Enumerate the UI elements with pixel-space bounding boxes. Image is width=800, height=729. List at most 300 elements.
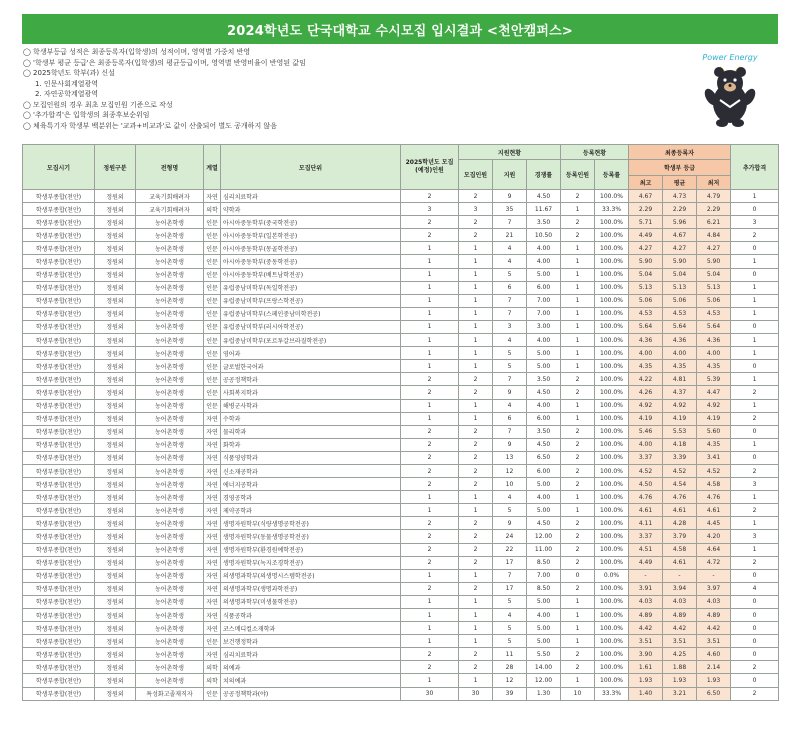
cell-field: 자연 [204,478,221,491]
cell-gpa-min: 4.20 [697,530,731,543]
cell-gpa-max: 4.42 [629,622,663,635]
cell-extra: 3 [731,530,779,543]
cell-plan-2025: 1 [401,242,459,255]
cell-enrolled: 1 [561,334,595,347]
cell-quota-type: 정원외 [95,451,136,464]
notes-list [23,47,683,131]
cell-plan-2025: 1 [401,281,459,294]
cell-unit: 글로벌한국어과 [221,360,401,373]
cell-unit: 약학과 [221,203,401,216]
cell-field: 의학 [204,661,221,674]
cell-enrolled: 1 [561,255,595,268]
cell-quota-type: 정원외 [95,609,136,622]
cell-gpa-min: 4.58 [697,478,731,491]
header-enroll-group: 등록현황 [561,145,629,160]
cell-extra: 2 [731,412,779,425]
cell-plan-2025: 2 [401,190,459,203]
header-gpa-group: 학생부 등급 [629,160,731,176]
cell-gpa-max: 5.46 [629,425,663,438]
cell-gpa-avg: 5.13 [663,281,697,294]
cell-apply: 21 [493,229,527,242]
cell-gpa-max: 4.92 [629,399,663,412]
note-item: ◯ 모집인원의 경우 최초 모집인원 기준으로 작성 [23,100,173,109]
cell-recruit: 1 [459,622,493,635]
cell-track: 농어촌학생 [136,556,204,569]
cell-apply: 13 [493,451,527,464]
cell-unit: 생명자원학부(환경원예학전공) [221,543,401,556]
cell-rate: 4.50 [527,386,561,399]
cell-rate: 5.00 [527,595,561,608]
cell-period: 학생부종합(천안) [23,517,95,530]
table-row [23,294,779,307]
table-row [23,582,779,595]
note-item: ◯ '추가합격'은 입학생의 최종후보순위임 [23,111,150,119]
cell-quota-type: 정원외 [95,412,136,425]
cell-enrolled: 1 [561,268,595,281]
cell-quota-type: 정원외 [95,268,136,281]
table-row [23,268,779,281]
table-row [23,687,779,700]
cell-enrolled: 1 [561,595,595,608]
cell-field: 의학 [204,203,221,216]
cell-gpa-min: 4.42 [697,622,731,635]
cell-rate: 7.00 [527,294,561,307]
cell-track: 농어촌학생 [136,622,204,635]
cell-gpa-avg: 4.42 [663,622,697,635]
cell-gpa-min: 6.21 [697,216,731,229]
cell-gpa-min: 4.35 [697,438,731,451]
cell-period: 학생부종합(천안) [23,229,95,242]
cell-gpa-min: 4.45 [697,517,731,530]
cell-enrolled: 1 [561,294,595,307]
cell-plan-2025: 1 [401,294,459,307]
cell-period: 학생부종합(천안) [23,543,95,556]
cell-period: 학생부종합(천안) [23,360,95,373]
header-period: 모집시기 [23,145,95,190]
cell-quota-type: 정원외 [95,478,136,491]
cell-plan-2025: 1 [401,307,459,320]
cell-unit: 신소재공학과 [221,464,401,477]
cell-plan-2025: 2 [401,648,459,661]
cell-field: 인문 [204,268,221,281]
cell-gpa-min: 3.51 [697,635,731,648]
cell-gpa-min: 5.04 [697,268,731,281]
cell-period: 학생부종합(천안) [23,491,95,504]
cell-rate: 5.00 [527,504,561,517]
cell-track: 농어촌학생 [136,582,204,595]
cell-rate: 4.00 [527,242,561,255]
table-row [23,635,779,648]
cell-period: 학생부종합(천안) [23,216,95,229]
cell-apply: 7 [493,373,527,386]
cell-recruit: 2 [459,543,493,556]
cell-rate: 6.00 [527,464,561,477]
cell-rate: 8.50 [527,556,561,569]
cell-gpa-min: 4.60 [697,648,731,661]
cell-plan-2025: 2 [401,229,459,242]
cell-extra: 0 [731,320,779,333]
cell-field: 인문 [204,242,221,255]
cell-enroll-rate: 100.0% [595,609,629,622]
cell-rate: 6.00 [527,281,561,294]
cell-gpa-avg: 4.25 [663,648,697,661]
cell-extra: 0 [731,451,779,464]
table-row [23,203,779,216]
cell-unit: 치의예과 [221,674,401,687]
cell-field: 자연 [204,425,221,438]
cell-quota-type: 정원외 [95,464,136,477]
cell-recruit: 2 [459,556,493,569]
cell-unit: 해병군사학과 [221,399,401,412]
cell-extra: 0 [731,648,779,661]
cell-period: 학생부종합(천안) [23,609,95,622]
cell-recruit: 2 [459,451,493,464]
cell-track: 농어촌학생 [136,373,204,386]
cell-quota-type: 정원외 [95,373,136,386]
cell-extra: 3 [731,216,779,229]
cell-apply: 5 [493,268,527,281]
cell-enrolled: 1 [561,203,595,216]
cell-gpa-max: 4.35 [629,360,663,373]
cell-quota-type: 정원외 [95,530,136,543]
cell-field: 자연 [204,556,221,569]
table-row [23,464,779,477]
cell-gpa-avg: 5.06 [663,294,697,307]
cell-period: 학생부종합(천안) [23,438,95,451]
header-rate: 경쟁률 [527,160,561,190]
cell-gpa-max: 5.13 [629,281,663,294]
cell-gpa-min: 5.64 [697,320,731,333]
cell-extra: 2 [731,229,779,242]
cell-unit: 사회복지학과 [221,386,401,399]
cell-plan-2025: 2 [401,386,459,399]
cell-extra: 0 [731,242,779,255]
cell-unit: 유럽중남미학부(프랑스학전공) [221,294,401,307]
cell-field: 인문 [204,216,221,229]
cell-quota-type: 정원외 [95,190,136,203]
cell-quota-type: 정원외 [95,438,136,451]
cell-enroll-rate: 100.0% [595,661,629,674]
cell-extra: 2 [731,661,779,674]
cell-unit: 생명자원학부(동물생명공학전공) [221,530,401,543]
cell-gpa-max: 1.61 [629,661,663,674]
cell-enroll-rate: 100.0% [595,451,629,464]
cell-gpa-max: 2.29 [629,203,663,216]
cell-extra: 2 [731,556,779,569]
cell-period: 학생부종합(천안) [23,451,95,464]
cell-period: 학생부종합(천안) [23,242,95,255]
cell-gpa-avg: 5.96 [663,216,697,229]
cell-gpa-avg: 4.67 [663,229,697,242]
table-row [23,360,779,373]
cell-quota-type: 정원외 [95,399,136,412]
cell-field: 자연 [204,491,221,504]
cell-gpa-min: 4.89 [697,609,731,622]
cell-quota-type: 정원외 [95,242,136,255]
cell-enrolled: 2 [561,464,595,477]
cell-unit: 경영공학과 [221,491,401,504]
cell-apply: 9 [493,190,527,203]
cell-enroll-rate: 100.0% [595,294,629,307]
cell-quota-type: 정원외 [95,347,136,360]
cell-track: 특성화고졸재직자 [136,687,204,700]
cell-rate: 3.50 [527,216,561,229]
cell-recruit: 1 [459,307,493,320]
cell-extra: 2 [731,687,779,700]
cell-enrolled: 2 [561,229,595,242]
header-final-group: 최종등록자 [629,145,731,160]
cell-gpa-max: 3.51 [629,635,663,648]
cell-track: 농어촌학생 [136,491,204,504]
cell-gpa-min: 4.92 [697,399,731,412]
cell-apply: 9 [493,438,527,451]
cell-rate: 4.00 [527,609,561,622]
cell-plan-2025: 1 [401,569,459,582]
cell-quota-type: 정원외 [95,517,136,530]
cell-gpa-max: 4.89 [629,609,663,622]
cell-enrolled: 2 [561,190,595,203]
cell-extra: 1 [731,373,779,386]
cell-field: 자연 [204,569,221,582]
cell-rate: 11.67 [527,203,561,216]
cell-enrolled: 2 [561,648,595,661]
note-item: ◯ 학생부등급 성적은 최종등록자(입학생)의 성적이며, 영역별 가중치 반영 [23,48,251,56]
cell-gpa-avg: 4.61 [663,556,697,569]
cell-gpa-min: 2.14 [697,661,731,674]
cell-enrolled: 1 [561,242,595,255]
cell-enroll-rate: 100.0% [595,556,629,569]
cell-apply: 7 [493,425,527,438]
cell-enroll-rate: 100.0% [595,216,629,229]
note-item: ◯ 체육특기자 학생부 백분위는 '교과+비교과'로 값이 산출되어 별도 공개하지 않음 [23,121,277,130]
cell-track: 농어촌학생 [136,609,204,622]
cell-quota-type: 정원외 [95,294,136,307]
cell-recruit: 1 [459,609,493,622]
cell-recruit: 2 [459,438,493,451]
cell-plan-2025: 1 [401,360,459,373]
cell-enroll-rate: 100.0% [595,242,629,255]
cell-apply: 5 [493,347,527,360]
cell-enrolled: 1 [561,281,595,294]
cell-gpa-max: 3.37 [629,451,663,464]
cell-plan-2025: 2 [401,530,459,543]
cell-enroll-rate: 100.0% [595,464,629,477]
cell-quota-type: 정원외 [95,203,136,216]
cell-enroll-rate: 100.0% [595,334,629,347]
cell-apply: 39 [493,687,527,700]
cell-enroll-rate: 100.0% [595,635,629,648]
cell-gpa-avg: 4.00 [663,347,697,360]
cell-period: 학생부종합(천안) [23,595,95,608]
table-body [23,190,779,701]
cell-enroll-rate: 100.0% [595,255,629,268]
cell-apply: 5 [493,504,527,517]
cell-enrolled: 1 [561,307,595,320]
cell-extra: 0 [731,203,779,216]
bear-mascot-image [690,47,770,129]
cell-gpa-min: 4.52 [697,464,731,477]
cell-apply: 9 [493,517,527,530]
cell-rate: 7.00 [527,307,561,320]
cell-gpa-avg: 4.52 [663,464,697,477]
cell-recruit: 2 [459,373,493,386]
table-row [23,320,779,333]
cell-plan-2025: 2 [401,661,459,674]
cell-gpa-max: 4.00 [629,347,663,360]
cell-gpa-avg: 4.54 [663,478,697,491]
cell-apply: 17 [493,582,527,595]
cell-gpa-max: 4.52 [629,464,663,477]
table-row [23,491,779,504]
cell-track: 농어촌학생 [136,294,204,307]
table-row [23,595,779,608]
cell-enroll-rate: 100.0% [595,648,629,661]
cell-period: 학생부종합(천안) [23,530,95,543]
table-row [23,412,779,425]
header-extra: 추가합격 [731,145,779,190]
cell-enrolled: 1 [561,347,595,360]
cell-apply: 35 [493,203,527,216]
cell-track: 농어촌학생 [136,229,204,242]
cell-rate: 5.00 [527,360,561,373]
cell-period: 학생부종합(천안) [23,556,95,569]
cell-apply: 3 [493,320,527,333]
header-quota-type: 정원구분 [95,145,136,190]
cell-enrolled: 2 [561,582,595,595]
cell-enrolled: 2 [561,451,595,464]
cell-enrolled: 1 [561,504,595,517]
cell-extra: 0 [731,268,779,281]
cell-recruit: 1 [459,294,493,307]
cell-quota-type: 정원외 [95,687,136,700]
cell-recruit: 2 [459,661,493,674]
cell-gpa-min: 3.41 [697,451,731,464]
cell-recruit: 1 [459,504,493,517]
cell-unit: 화학과 [221,438,401,451]
cell-apply: 6 [493,412,527,425]
cell-field: 인문 [204,399,221,412]
table-row [23,425,779,438]
cell-track: 농어촌학생 [136,412,204,425]
cell-enrolled: 1 [561,491,595,504]
cell-extra: 1 [731,347,779,360]
cell-extra: 0 [731,360,779,373]
cell-gpa-min: 4.00 [697,347,731,360]
cell-extra: 0 [731,595,779,608]
cell-field: 자연 [204,190,221,203]
cell-rate: 5.00 [527,478,561,491]
cell-quota-type: 정원외 [95,386,136,399]
cell-unit: 생명자원학부(녹지조경학전공) [221,556,401,569]
cell-gpa-max: 3.91 [629,582,663,595]
header-enrolled: 등록인원 [561,160,595,190]
cell-period: 학생부종합(천안) [23,203,95,216]
cell-unit: 수학과 [221,412,401,425]
cell-field: 인문 [204,294,221,307]
cell-unit: 심리치료학과 [221,648,401,661]
cell-plan-2025: 1 [401,622,459,635]
cell-track: 농어촌학생 [136,268,204,281]
cell-apply: 10 [493,478,527,491]
cell-apply: 7 [493,216,527,229]
cell-unit: 유럽중남미학부(포르투갈브라질학전공) [221,334,401,347]
cell-rate: 4.00 [527,491,561,504]
cell-quota-type: 정원외 [95,320,136,333]
cell-enroll-rate: 100.0% [595,517,629,530]
cell-recruit: 2 [459,478,493,491]
cell-rate: 8.50 [527,582,561,595]
cell-extra: 1 [731,438,779,451]
table-row [23,543,779,556]
cell-field: 인문 [204,386,221,399]
cell-apply: 17 [493,556,527,569]
cell-recruit: 1 [459,281,493,294]
cell-rate: 11.00 [527,543,561,556]
cell-plan-2025: 1 [401,674,459,687]
cell-enrolled: 2 [561,438,595,451]
cell-enroll-rate: 100.0% [595,373,629,386]
cell-enroll-rate: 100.0% [595,530,629,543]
cell-gpa-max: 4.50 [629,478,663,491]
cell-apply: 4 [493,255,527,268]
cell-field: 자연 [204,543,221,556]
cell-gpa-avg: 4.35 [663,360,697,373]
cell-quota-type: 정원외 [95,622,136,635]
cell-track: 농어촌학생 [136,281,204,294]
cell-unit: 유럽중남미학부(러시아학전공) [221,320,401,333]
cell-rate: 14.00 [527,661,561,674]
cell-apply: 12 [493,464,527,477]
cell-extra: 0 [731,569,779,582]
cell-quota-type: 정원외 [95,425,136,438]
cell-field: 자연 [204,438,221,451]
cell-plan-2025: 2 [401,451,459,464]
cell-apply: 7 [493,294,527,307]
cell-apply: 4 [493,334,527,347]
cell-quota-type: 정원외 [95,307,136,320]
cell-recruit: 1 [459,320,493,333]
cell-recruit: 1 [459,412,493,425]
header-track: 전형명 [136,145,204,190]
mascot-text: Power Energy [702,53,758,62]
cell-quota-type: 정원외 [95,229,136,242]
cell-enrolled: 1 [561,412,595,425]
cell-gpa-min: 4.64 [697,543,731,556]
cell-enroll-rate: 100.0% [595,595,629,608]
cell-field: 자연 [204,622,221,635]
cell-unit: 식품영양학과 [221,451,401,464]
table-row [23,517,779,530]
cell-period: 학생부종합(천안) [23,674,95,687]
cell-rate: 7.00 [527,569,561,582]
cell-enroll-rate: 33.3% [595,203,629,216]
cell-recruit: 1 [459,268,493,281]
cell-recruit: 1 [459,360,493,373]
cell-unit: 생명자원학부(식량생명공학전공) [221,517,401,530]
cell-plan-2025: 1 [401,334,459,347]
cell-plan-2025: 1 [401,412,459,425]
cell-field: 의학 [204,674,221,687]
cell-unit: 영어과 [221,347,401,360]
cell-quota-type: 정원외 [95,674,136,687]
cell-gpa-avg: 4.81 [663,373,697,386]
cell-period: 학생부종합(천안) [23,190,95,203]
table-row [23,478,779,491]
cell-recruit: 2 [459,648,493,661]
cell-plan-2025: 2 [401,556,459,569]
cell-period: 학생부종합(천안) [23,504,95,517]
cell-apply: 4 [493,609,527,622]
